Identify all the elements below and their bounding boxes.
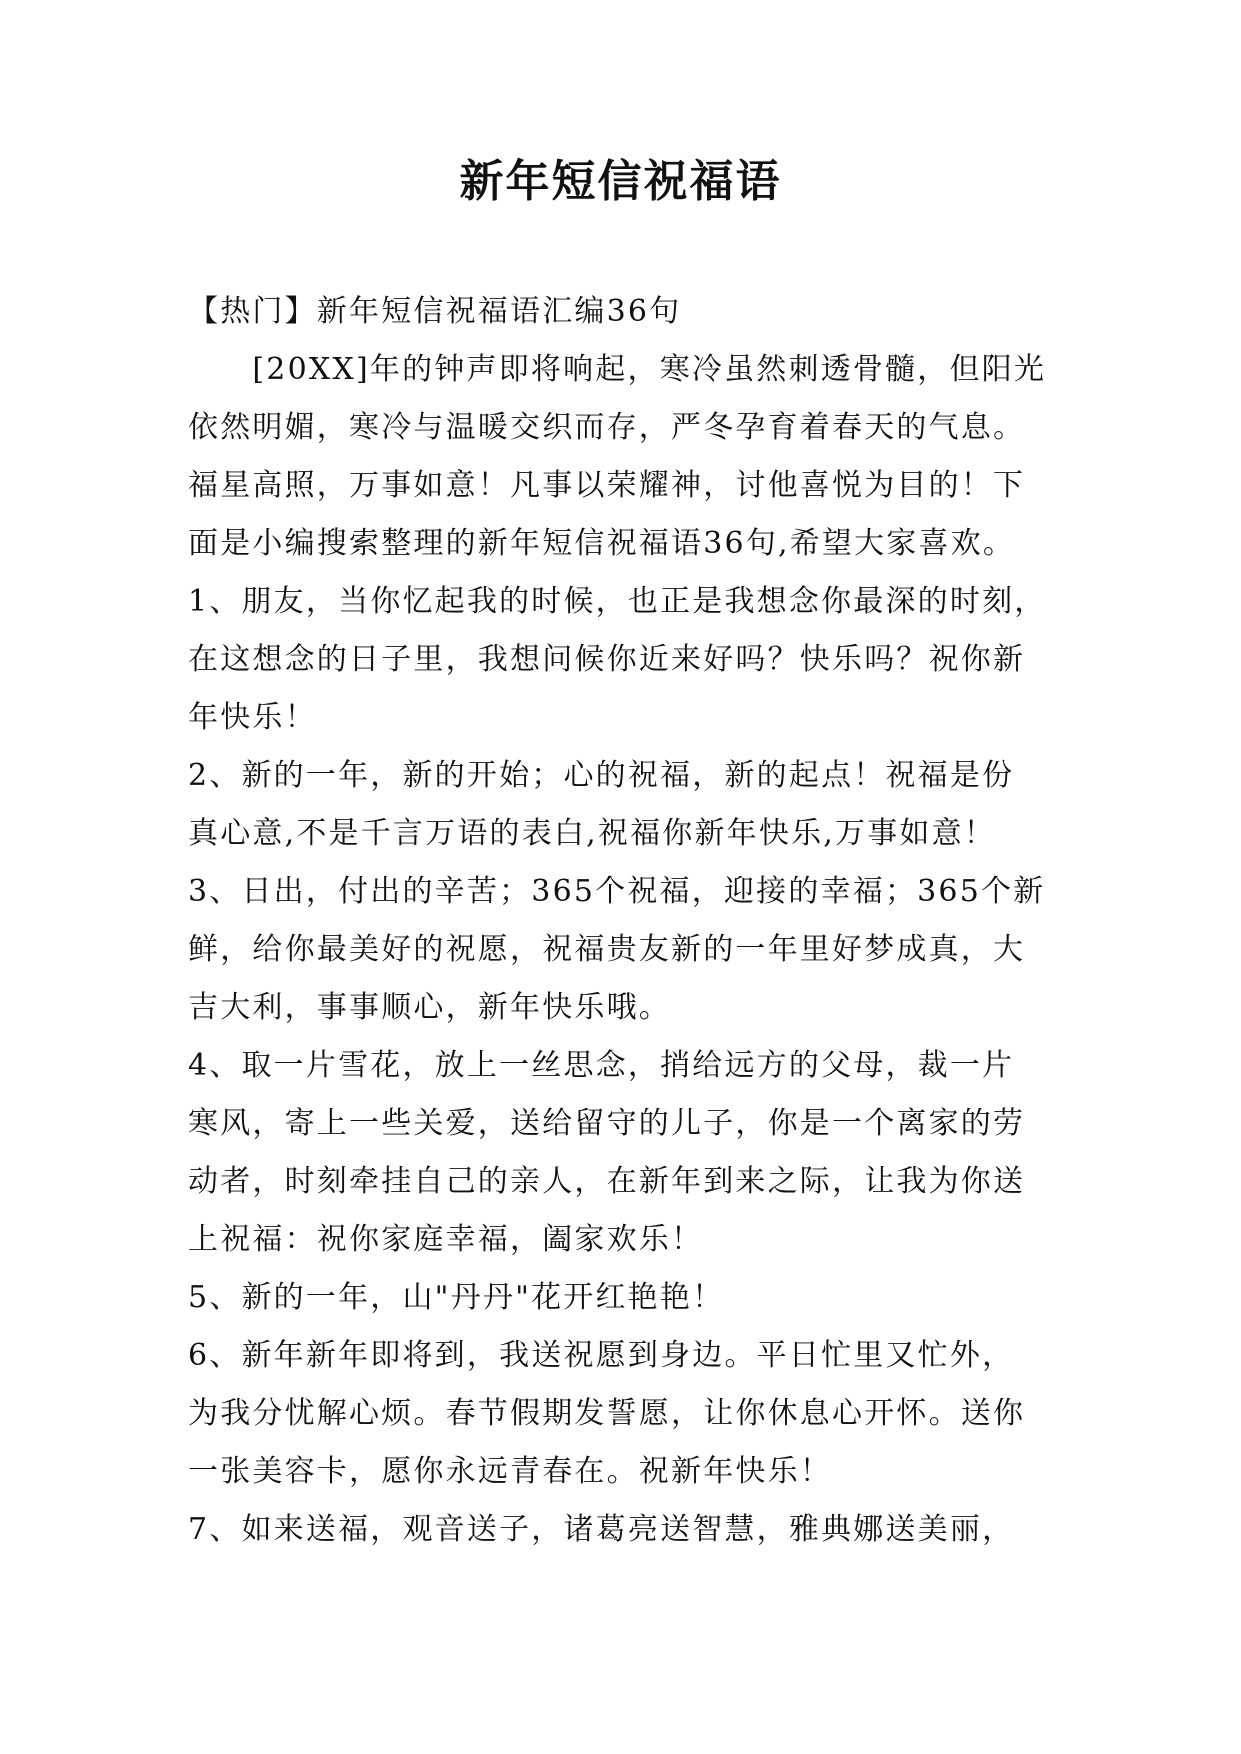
text-line: 为我分忧解心烦。春节假期发誓愿，让你休息心开怀。送你 (188, 1396, 1026, 1431)
text-line: 1、朋友，当你忆起我的时候，也正是我想念你最深的时刻， (188, 584, 1047, 619)
text-line: 4、取一片雪花，放上一丝思念，捎给远方的父母，裁一片 (188, 1048, 1015, 1083)
text-line: 真心意,不是千言万语的表白,祝福你新年快乐,万事如意！ (188, 816, 997, 851)
text-line: 2、新的一年，新的开始；心的祝福，新的起点！祝福是份 (188, 758, 1015, 793)
text-line: 寒风，寄上一些关爱，送给留守的儿子，你是一个离家的劳 (188, 1106, 1026, 1141)
text-line: 一张美容卡，愿你永远青春在。祝新年快乐！ (188, 1454, 832, 1489)
text-line: 面是小编搜索整理的新年短信祝福语36句,希望大家喜欢。 (188, 526, 1016, 561)
text-line: 吉大利，事事顺心，新年快乐哦。 (188, 990, 671, 1025)
text-line: 动者，时刻牵挂自己的亲人，在新年到来之际，让我为你送 (188, 1164, 1026, 1199)
text-line: 依然明媚，寒冷与温暖交织而存，严冬孕育着春天的气息。 (188, 410, 1026, 445)
text-line: 鲜，给你最美好的祝愿，祝福贵友新的一年里好梦成真，大 (188, 932, 1026, 967)
text-line: 在这想念的日子里，我想问候你近来好吗？快乐吗？祝你新 (188, 642, 1026, 677)
text-line: 【热门】新年短信祝福语汇编36句 (188, 294, 682, 329)
text-line: 上祝福：祝你家庭幸福，阖家欢乐！ (188, 1222, 704, 1257)
text-line: [20XX]年的钟声即将响起，寒冷虽然刺透骨髓，但阳光 (188, 352, 1047, 387)
document-body (188, 283, 1068, 1559)
text-line: 福星高照，万事如意！凡事以荣耀神，讨他喜悦为目的！下 (188, 468, 1026, 503)
text-line: 7、如来送福，观音送子，诸葛亮送智慧，雅典娜送美丽， (188, 1512, 1015, 1547)
document-title: 新年短信祝福语 (459, 156, 782, 207)
text-line: 3、日出，付出的辛苦；365个祝福，迎接的幸福；365个新 (188, 874, 1046, 909)
text-line: 年快乐！ (188, 700, 317, 735)
text-line: 6、新年新年即将到，我送祝愿到身边。平日忙里又忙外， (188, 1338, 1015, 1373)
text-line: 5、新的一年，山"丹丹"花开红艳艳！ (188, 1280, 725, 1315)
